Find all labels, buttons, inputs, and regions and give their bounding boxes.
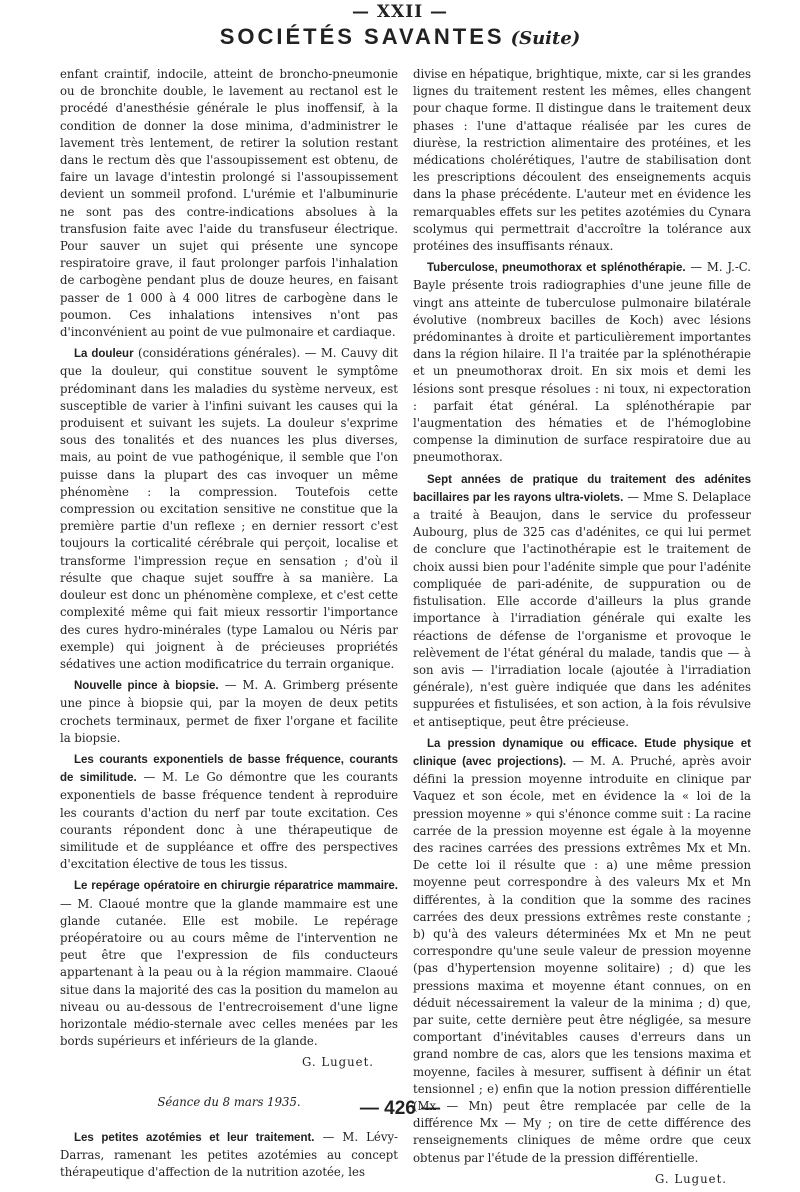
- page-number: — 426 —: [359, 1098, 441, 1119]
- article-heading: Le repérage opératoire en chirurgie réparatrice mammaire.: [74, 880, 398, 893]
- article-body: — M. Claoué montre que la glande mammaire est une glande cutanée. Elle est mobile. Le repérage préopératoire ou au cours même de l'intervention ne peut être que l'expression de fils conducteurs appartenant à la peau ou à la région mammaire. Claoué situe dans la majorité des cas la position du mamelon au niveau ou au-dessous de l'entrecroisement d'une ligne horizontale médio-sternale avec celles menées par les bords supérieurs et inférieurs de la glande.: [60, 896, 398, 1049]
- article-body: — M. Le Go démontre que les courants exponentiels de basse fréquence tendent à reproduire les courants d'action du nerf par toute excitation. Ces courants répondent donc à une thérapeutique de similitude et de suppléance et offre des perspectives d'excitation élective de tous les tissus.: [60, 770, 398, 872]
- article-body: (considérations générales). — M. Cauvy dit que la douleur, qui constitue souvent le symptôme prédominant dans les maladies du système nerveux, est susceptible de varier à l'infini suivant les causes qui la produisent et suivant les sujets. La douleur s'exprime sous des tonalités et des nuances les plus diverses, mais, au point de vue pathogénique, il semble que l'on puisse dans la plupart des cas invoquer un même phénomène : la compression. Toutefois cette compression ou excitation sensitive ne constitue que la première partie d'un reflexe ; en dernier ressort c'est toujours la corticalité cérébrale qui perçoit, localise et transforme l'impression reçue en sensation ; d'où il résulte que chaque sujet souffre à sa manière. La douleur est donc un phénomène complexe, et c'est cette complexité même qui fait mieux ressortir l'importance des cures hydro-minérales (type Lamalou ou Néris par exemple) qui joignent à de précieuses propriétés sédatives une action modificatrice du terrain organique.: [60, 346, 399, 671]
- section-title-suffix: (Suite): [510, 28, 581, 49]
- right-column: [413, 66, 751, 1192]
- article-body: — M. A. Pruché, après avoir défini la pression moyenne introduite en clinique par Vaquez et son école, met en évidence la « loi de la pression moyenne » qui s'énonce comme suit : La racine carrée de la pression moyenne est égale à la moyenne des racines carrées des pressions extrêmes Mx et Mn. De cette loi il résulte que : a) une même pression moyenne peut correspondre à des valeurs Mx et Mn différentes, à la condition que la somme des racines carrées des deux pressions extrêmes reste constante ; b) qu'à des valeurs déterminées Mx et Mn ne peut correspondre qu'une seule valeur de pression moyenne (pas d'hypertension moyenne solitaire) ; d) que les pressions maxima et moyenne étant connues, on en déduit nécessairement la valeur de la minima ; d) que, par suite, cette dernière peut être négligée, sa mesure comportant d'inévitables causes d'erreurs dans un grand nombre de cas, alors que les tensions maxima et moyenne, faciles à mesurer, suffisent à définir un état tensionnel ; e) enfin que la notion pression différentielle (Mx — Mn) peut être remplacée par celle de la différence Mx — My ; on tire de cette différence des renseignements cliniques de même ordre que ceux obtenus par l'étude de la pression différentielle.: [413, 753, 752, 1165]
- signature: G. Luguet.: [655, 1171, 727, 1186]
- signature: G. Luguet.: [302, 1055, 374, 1070]
- article-adenites: [413, 471, 751, 731]
- sitting-date: Séance du 8 mars 1935.: [157, 1094, 301, 1109]
- article-pince: [60, 677, 398, 747]
- article-body: — Mme S. Delaplace a traité à Beaujon, dans le service du professeur Aubourg, plus de 325 cas d'adénites, ce qui lui permet de conclure que l'actinothérapie est le traitement de choix aussi bien pour l'adénite simple que pour l'adénite compliquée de pari-adénite, de suppuration ou de fistulisation. Elle accorde d'ailleurs la plus grande importance à l'irradiation générale qui exalte les réactions de défense de l'organisme et provoque le relèvement de l'état général du malade, tandis que — à son avis — l'irradiation locale (ajoutée à l'irradiation générale), n'est guère indiquée que dans les adénites suppurées et fistulisées, et son action, à la fois révulsive et antiseptique, peut être précieuse.: [413, 489, 752, 729]
- paragraph: enfant craintif, indocile, atteint de broncho-pneumonie ou de bronchite double, le lavement au rectanol est le procédé d'anesthésie générale le plus inoffensif, à la condition de donner la dose minima, d'administrer le lavement très lentement, de retirer la solution restant dans le rectum dès que l'assoupissement est obtenu, de faire un lavage d'intestin prolongé si l'assoupissement devient un sommeil profond. L'urémie et l'albuminurie ne sont pas des contre-indications absolues à la transfusion faite avec l'aide du transfuseur électrique. Pour sauver un sujet qui présente une syncope respiratoire grave, il faut prolonger parfois l'inhalation de carbogène pendant plus de douze heures, en faisant passer de 1 000 à 4 000 litres de carbogène dans le poumon. Ces inhalations intensives n'ont pas d'inconvénient au point de vue pulmonaire et cardiaque.: [60, 67, 398, 340]
- article-heading: Nouvelle pince à biopsie.: [74, 680, 219, 693]
- article-heading: La pression dynamique ou efficace. Etude physique et clinique (avec projections).: [413, 737, 751, 768]
- article-reperage: [60, 877, 398, 1050]
- article-courants: [60, 751, 398, 873]
- article-tuberculose: [413, 259, 751, 466]
- article-heading: Sept années de pratique du traitement des adénites bacillaires par les rayons ultra-violets.: [413, 473, 751, 504]
- left-column: [60, 66, 398, 1185]
- article-heading: Les courants exponentiels de basse fréquence, courants de similitude.: [60, 753, 398, 785]
- article-heading: Tuberculose, pneumothorax et splénothérapie.: [427, 262, 686, 275]
- paragraph: divise en hépatique, brightique, mixte, car si les grandes lignes du traitement restent les mêmes, elles changent pour chaque forme. Il distingue dans le traitement deux phases : l'une d'attaque réalisée par les cures de diurèse, la restriction alimentaire des protéines, et les médications cholérétiques, l'autre de stabilisation dont les prescriptions découlent des enseignements acquis dans la phase précédente. L'auteur met en évidence les remarquables effets sur les petites azotémies du Cynara scolymus qui permettrait d'accroître la tolérance aux protéines des insuffisants rénaux.: [413, 67, 751, 254]
- article-heading: Les petites azotémies et leur traitement.: [74, 1131, 315, 1144]
- section-title-text: SOCIÉTÉS SAVANTES: [219, 24, 505, 49]
- article-body: — M. A. Grimberg présente une pince à biopsie qui, par la moyen de deux petits crochets terminaux, permet de fixer l'organe et facilite la biopsie.: [60, 678, 399, 745]
- article-body: — M. J.-C. Bayle présente trois radiographies d'une jeune fille de vingt ans atteinte de tuberculose pulmonaire bilatérale évolutive (nombreux bacilles de Koch) avec lésions prédominantes à droite et particulièrement importantes dans la région hilaire. Il l'a traitée par la splénothérapie et un pneumothorax droit. En six mois et demi les lésions sont presque résolues : ni toux, ni expectoration : parfait état général. La splénothérapie par l'augmentation des hématies et de l'hémoglobine compense la diminution de surface respiratoire due au pneumothorax.: [413, 260, 752, 465]
- section-title: [0, 24, 800, 50]
- page-header-roman: — XXII —: [351, 2, 449, 22]
- article-douleur: [60, 345, 398, 673]
- article-heading: La douleur: [74, 348, 134, 361]
- article-azotemies: [60, 1129, 398, 1182]
- article-body: — M. Lévy-Darras, ramenant les petites azotémies au concept thérapeutique d'affection de la nutrition azotée, les: [60, 1129, 399, 1180]
